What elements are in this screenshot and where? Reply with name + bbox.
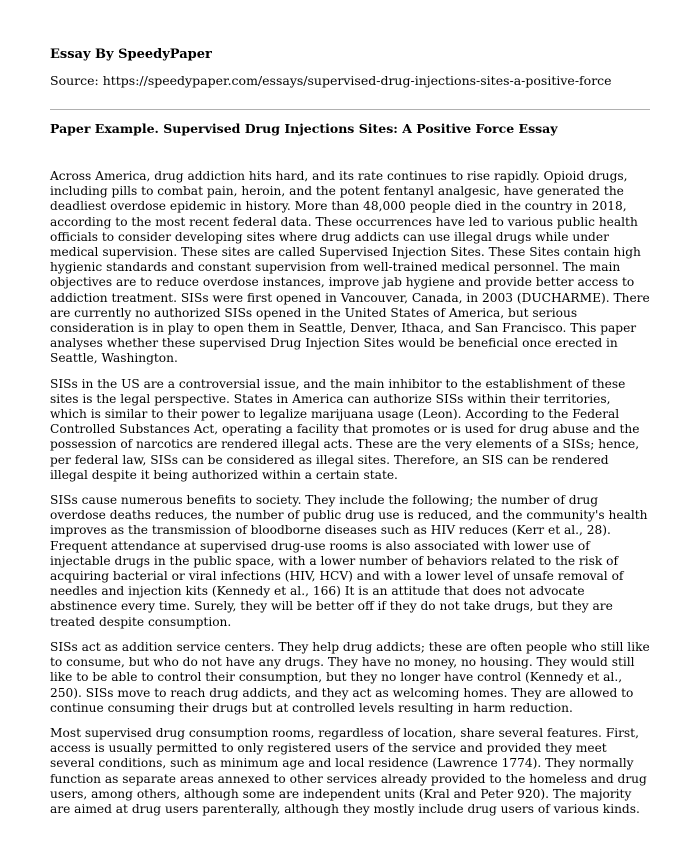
source-line: Source: https://speedypaper.com/essays/supervised-drug-injections-sites-a-positive-force (50, 73, 612, 88)
paragraph: SISs in the US are a controversial issue, and the main inhibitor to the establishment of these sites is the legal perspective. States in America can authorize SISs within their territories, which is similar to their power to legalize marijuana usage (Leon). According to the Federal Controlled Substances Act, operating a facility that promotes or is used for drug abuse and the possession of narcotics are rendered illegal acts. These are the very elements of a SISs; hence, per federal law, SISs can be considered as illegal sites. Therefore, an SIS can be rendered illegal despite it being authorized within a certain state. (50, 376, 640, 482)
header-divider (50, 109, 650, 110)
paragraph: SISs act as addition service centers. They help drug addicts; these are often people who still like to consume, but who do not have any drugs. They have no money, no housing. They would still like to be able to control their consumption, but they no longer have control (Kennedy et al., 250). SISs move to reach drug addicts, and they act as welcoming homes. They are allowed to continue consuming their drugs but at controlled levels resulting in harm reduction. (50, 639, 650, 715)
paragraph: Across America, drug addiction hits hard, and its rate continues to rise rapidly. Opioid drugs, including pills to combat pain, heroin, and the potent fentanyl analgesic, have generated the deadliest overdose epidemic in history. More than 48,000 people died in the country in 2018, according to the most recent federal data. These occurrences have led to various public health officials to consider developing sites where drug addicts can use illegal drugs while under medical supervision. These sites are called Supervised Injection Sites. These Sites contain high hygienic standards and constant supervision from well-trained medical personnel. The main objectives are to reduce overdose instances, improve jab hygiene and provide better access to addiction treatment. SISs were first opened in Vancouver, Canada, in 2003 (DUCHARME). There are currently no authorized SISs opened in the United States of America, but serious consideration is in play to open them in Seattle, Denver, Ithaca, and San Francisco. This paper analyses whether these supervised Drug Injection Sites would be beneficial once erected in Seattle, Washington. (50, 169, 650, 366)
paper-title: Paper Example. Supervised Drug Injections Sites: A Positive Force Essay (50, 121, 558, 136)
paragraph: SISs cause numerous benefits to society. They include the following; the number of drug overdose deaths reduces, the number of public drug use is reduced, and the community's health improves as the transmission of bloodborne diseases such as HIV reduces (Kerr et al., 28). Frequent attendance at supervised drug-use rooms is also associated with lower use of injectable drugs in the public space, with a lower number of behaviors related to the risk of acquiring bacterial or viral infections (HIV, HCV) and with a lower level of unsafe removal of needles and injection kits (Kennedy et al., 166) It is an attitude that does not advocate abstinence every time. Surely, they will be better off if they do not take drugs, but they are treated despite consumption. (50, 493, 648, 629)
paragraph: Most supervised drug consumption rooms, regardless of location, share several features. First, access is usually permitted to only registered users of the service and provided they meet several conditions, such as minimum age and local residence (Lawrence 1774). They normally function as separate areas annexed to other services already provided to the homeless and drug users, among others, although some are independent units (Kral and Peter 920). The majority are aimed at drug users parenterally, although they mostly include drug users of various kinds. (50, 725, 647, 816)
essay-body (50, 169, 650, 827)
essay-header-title: Essay By SpeedyPaper (50, 47, 212, 62)
